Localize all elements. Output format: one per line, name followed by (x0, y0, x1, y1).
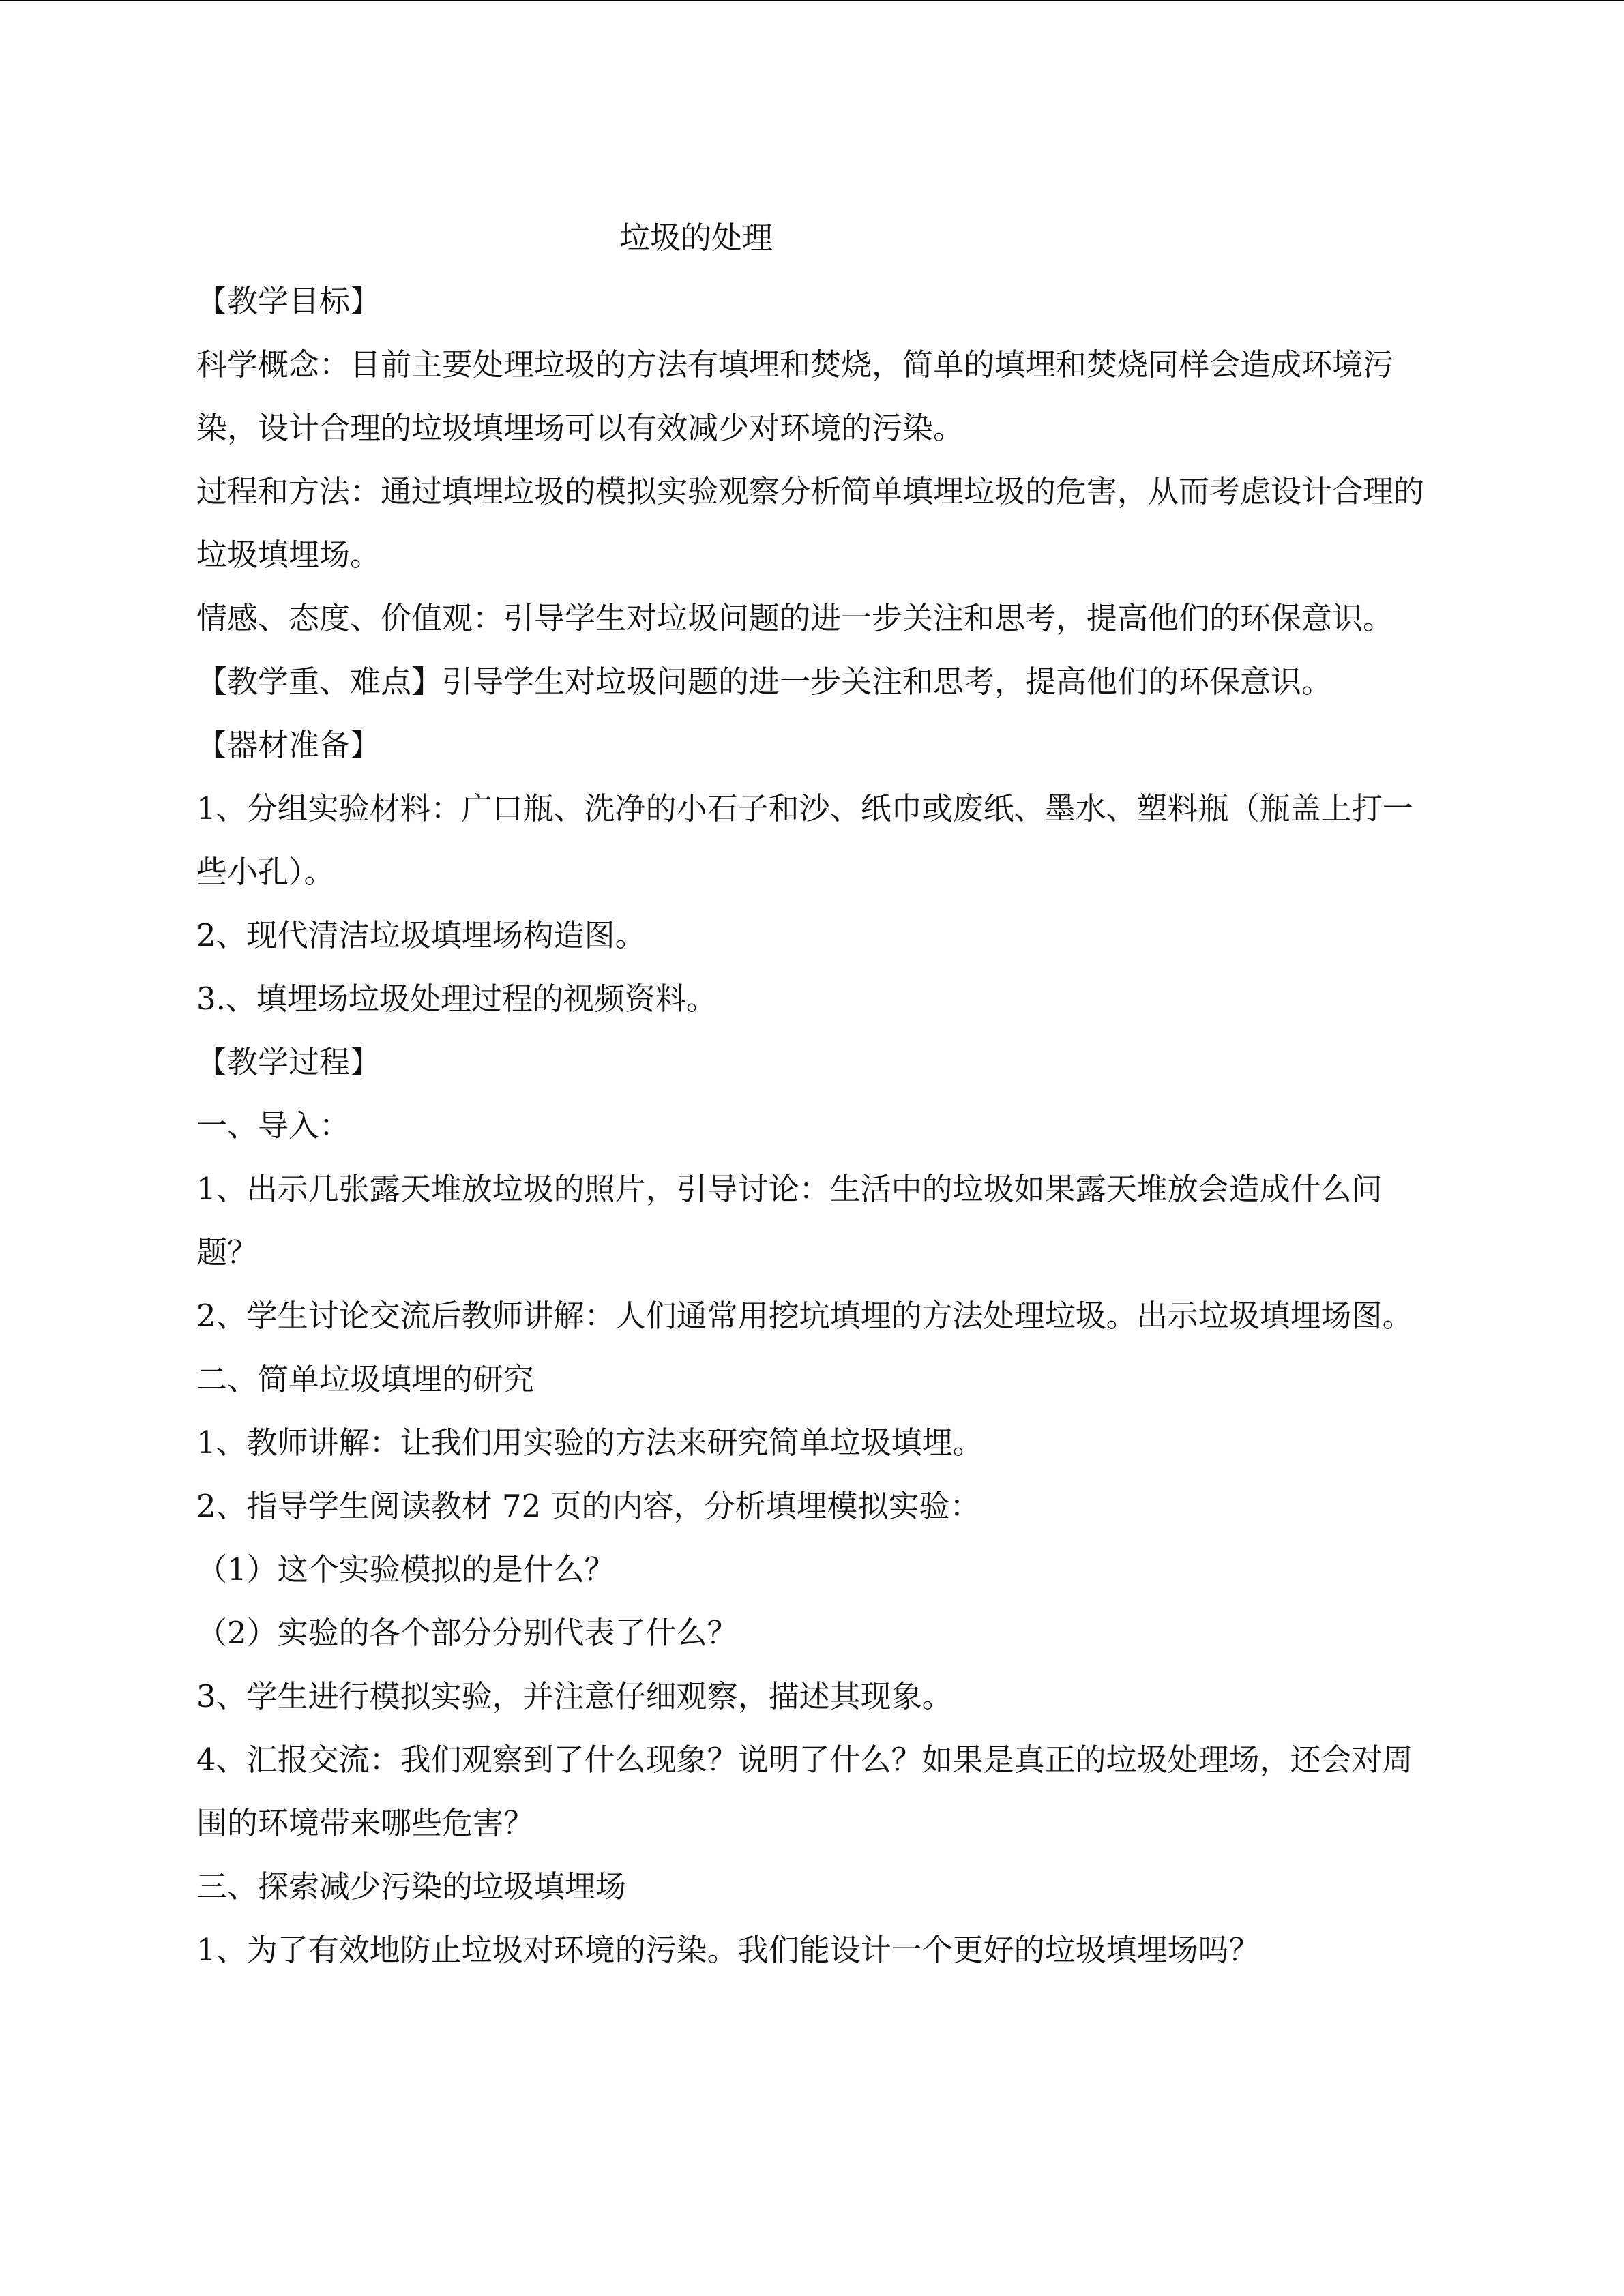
document-body (196, 206, 1438, 1982)
page-title: 垃圾的处理 (619, 220, 773, 256)
list-item: 1、为了有效地防止垃圾对环境的污染。我们能设计一个更好的垃圾填埋场吗？ (196, 1932, 1260, 1968)
subsection-heading: 三、探索减少污染的垃圾填埋场 (196, 1868, 627, 1905)
list-item: （2）实验的各个部分分别代表了什么？ (196, 1615, 738, 1651)
list-item: 1、分组实验材料：广口瓶、洗净的小石子和沙、纸巾或废纸、墨水、塑料瓶（瓶盖上打一些小孔）。 (196, 790, 1413, 890)
section-heading-materials: 【器材准备】 (196, 727, 381, 763)
paragraph-science-concept: 科学概念：目前主要处理垃圾的方法有填埋和焚烧，简单的填埋和焚烧同样会造成环境污染，设计合理的垃圾填埋场可以有效减少对环境的污染。 (196, 346, 1394, 446)
list-item: 3、学生进行模拟实验，并注意仔细观察，描述其现象。 (196, 1678, 953, 1714)
list-item: 2、指导学生阅读教材 72 页的内容，分析填埋模拟实验： (196, 1488, 981, 1524)
list-item: 3.、填埋场垃圾处理过程的视频资料。 (196, 981, 717, 1017)
section-heading-process: 【教学过程】 (196, 1044, 381, 1080)
paragraph-emotion-attitude: 情感、态度、价值观：引导学生对垃圾问题的进一步关注和思考，提高他们的环保意识。 (196, 600, 1394, 636)
subsection-heading: 一、导入： (196, 1107, 351, 1144)
subsection-heading: 二、简单垃圾填埋的研究 (196, 1361, 535, 1397)
list-item: 1、教师讲解：让我们用实验的方法来研究简单垃圾填埋。 (196, 1425, 984, 1461)
section-heading-objectives: 【教学目标】 (196, 283, 381, 319)
list-item: 4、汇报交流：我们观察到了什么现象？说明了什么？如果是真正的垃圾处理场，还会对周围的环境带来哪些危害？ (196, 1742, 1413, 1841)
list-item: 2、现代清洁垃圾填埋场构造图。 (196, 917, 646, 953)
list-item: （1）这个实验模拟的是什么？ (196, 1551, 615, 1587)
list-item: 1、出示几张露天堆放垃圾的照片，引导讨论：生活中的垃圾如果露天堆放会造成什么问题？ (196, 1171, 1383, 1270)
list-item: 2、学生讨论交流后教师讲解：人们通常用挖坑填埋的方法处理垃圾。出示垃圾填埋场图。 (196, 1298, 1413, 1334)
paragraph-process-method: 过程和方法：通过填埋垃圾的模拟实验观察分析简单填埋垃圾的危害，从而考虑设计合理的垃圾填埋场。 (196, 473, 1425, 573)
paragraph-key-difficult-points: 【教学重、难点】引导学生对垃圾问题的进一步关注和思考，提高他们的环保意识。 (196, 664, 1333, 700)
